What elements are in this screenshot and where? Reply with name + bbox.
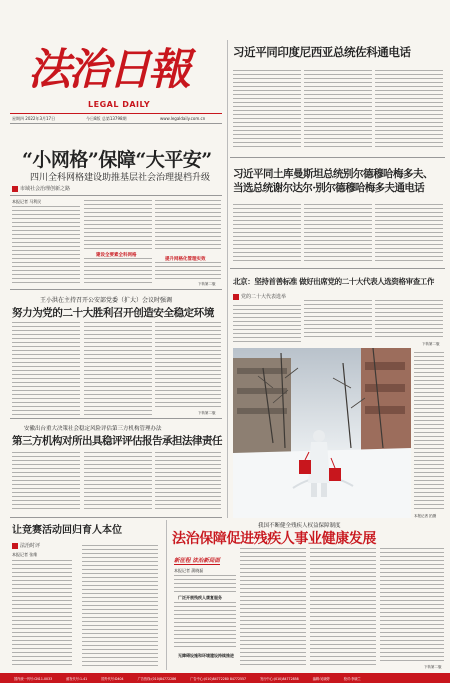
xi-indonesia-headline: 习近平同印度尼西亚总统佐科通电话 — [233, 45, 411, 59]
anhui-body-col2 — [84, 452, 152, 512]
xi-turkmen-col1 — [233, 204, 301, 264]
footer-item: 编辑:吴晓婷 — [312, 676, 330, 681]
wang-body-col2 — [84, 322, 152, 415]
xi-indonesia-col3 — [375, 70, 443, 150]
anhui-body-col1 — [12, 452, 80, 512]
masthead-rule — [10, 113, 222, 114]
commentary-tag — [12, 542, 40, 549]
lead-column-heading-1: 建设全要素全科网格 — [96, 253, 137, 258]
footer-item: 广告热线:(010)84772286 — [137, 676, 177, 681]
disabled-subheading-2: 无障碍设施和环境建设持续推进 — [178, 653, 234, 658]
masthead-pages: 今日8版 总第13798期 — [86, 116, 127, 121]
lead-body-col2b — [84, 258, 152, 284]
disabled-headline: 法治保障促进残疾人事业健康发展 — [172, 531, 376, 547]
wang-body-col3 — [155, 322, 221, 410]
masthead-title: 法治日報 — [28, 45, 188, 95]
masthead-url[interactable]: www.legaldaily.com.cn — [160, 116, 206, 121]
lead-tail-note: 下转第二版 — [198, 282, 216, 286]
tag-square-icon — [12, 186, 18, 192]
beijing-tag — [233, 293, 286, 300]
disabled-col1-a — [174, 575, 236, 593]
footer-item: 校对:李晓兰 — [343, 676, 361, 681]
beijing-col2 — [304, 300, 372, 340]
beijing-col1 — [233, 305, 301, 345]
masthead-english: LEGAL DAILY — [88, 100, 151, 109]
footer-item: 发行中心:(010)84772858 — [260, 676, 299, 681]
footer-bar — [0, 673, 450, 683]
lead-subhead: 四川全科网格建设助推基层社会治理提档升级 — [30, 173, 211, 183]
tag-square-icon — [233, 294, 239, 300]
lead-series-label: 市域社会治理创新之路 — [20, 186, 71, 192]
main-column-divider — [227, 40, 228, 518]
wang-body-col1 — [12, 322, 80, 415]
commentary-body-col1 — [12, 560, 72, 668]
beijing-headline: 北京：坚持首善标准 做好出席党的二十大代表人选资格审查工作 — [233, 277, 435, 286]
xi-indonesia-rule — [230, 157, 445, 158]
footer-item: 国内统一刊号:CN11-0033 — [14, 676, 53, 681]
anhui-headline: 第三方机构对所出具稳评评估报告承担法律责任 — [12, 435, 222, 447]
anhui-bottom-rule — [10, 517, 222, 518]
commentary-body-col2 — [82, 545, 158, 668]
disabled-subheading: 广泛开展残疾人康复服务 — [178, 595, 222, 600]
disabled-col1-b — [174, 602, 236, 650]
wang-headline: 努力为党的二十大胜利召开创造安全稳定环境 — [12, 307, 214, 319]
masthead-date: 星期四 2022年3月17日 — [12, 116, 56, 121]
footer-item: 广告中心:(010)84772280 84772557 — [190, 676, 247, 681]
beijing-tag-label: 党的二十大代表选举 — [241, 294, 287, 300]
footer-item: 邮发代号:1-41 — [66, 676, 88, 681]
commentary-byline: 本报记者 张维 — [12, 552, 38, 557]
lead-body-col3b — [155, 262, 221, 280]
commentary-divider — [166, 520, 167, 670]
commentary-headline: 让竞赛活动回归育人本位 — [12, 525, 122, 536]
anhui-body-col3 — [155, 452, 221, 512]
lead-bottom-rule — [10, 289, 222, 290]
lead-series-tag — [12, 185, 70, 192]
xi-turkmen-rule — [230, 268, 445, 269]
xi-turkmen-headline-1: 习近平同土库曼斯坦总统别尔德穆哈梅多夫、 — [233, 168, 433, 180]
disabled-section-tag: 新征程 法治新局面 — [174, 558, 220, 564]
beijing-col3 — [375, 300, 443, 340]
photo-caption-text — [414, 352, 444, 512]
lead-column-heading-2: 提升网格化管理实效 — [165, 257, 206, 262]
disabled-kicker: 我国不断健全残疾人权益保障制度 — [258, 523, 341, 529]
lead-rule — [10, 195, 222, 196]
disabled-col2 — [240, 548, 306, 668]
lead-byline: 本报记者 马利民 — [12, 199, 42, 204]
disabled-col3 — [310, 548, 376, 668]
photo-caption-note: 本报记者 拍摄 — [414, 514, 437, 518]
lead-body-col1 — [12, 206, 80, 284]
wang-bottom-rule — [10, 418, 222, 419]
disabled-byline: 本报记者 蒲晓磊 — [174, 568, 204, 573]
lead-headline: “小网格”保障“大平安” — [22, 149, 212, 171]
snow-photo — [233, 348, 411, 518]
anhui-kicker: 安徽出台重大决策社会稳定风险评估第三方机构管理办法 — [24, 426, 162, 432]
footer-item: 国外代号:D404 — [101, 676, 124, 681]
snow-photo-illustration — [233, 348, 411, 518]
commentary-tag-label: 法治时评 — [20, 543, 41, 549]
xi-indonesia-col1 — [233, 70, 301, 150]
xi-turkmen-col3 — [375, 204, 443, 264]
disabled-tail-note: 下转第二版 — [424, 665, 442, 669]
xi-turkmen-headline-2: 当选总统谢尔达尔·别尔德穆哈梅多夫通电话 — [233, 182, 425, 194]
wang-tail-note: 下转第二版 — [198, 411, 216, 415]
xi-turkmen-col2 — [304, 204, 372, 264]
lead-body-col3 — [155, 200, 221, 252]
lead-body-col2 — [84, 200, 152, 250]
disabled-col4 — [380, 548, 444, 664]
xi-indonesia-col2 — [304, 70, 372, 150]
tag-square-icon — [12, 543, 18, 549]
wang-kicker: 王小洪在主持召开公安部党委（扩大）会议时强调 — [40, 297, 173, 304]
masthead-bottom-rule — [10, 123, 222, 124]
beijing-tail-note: 下转第二版 — [422, 342, 440, 346]
